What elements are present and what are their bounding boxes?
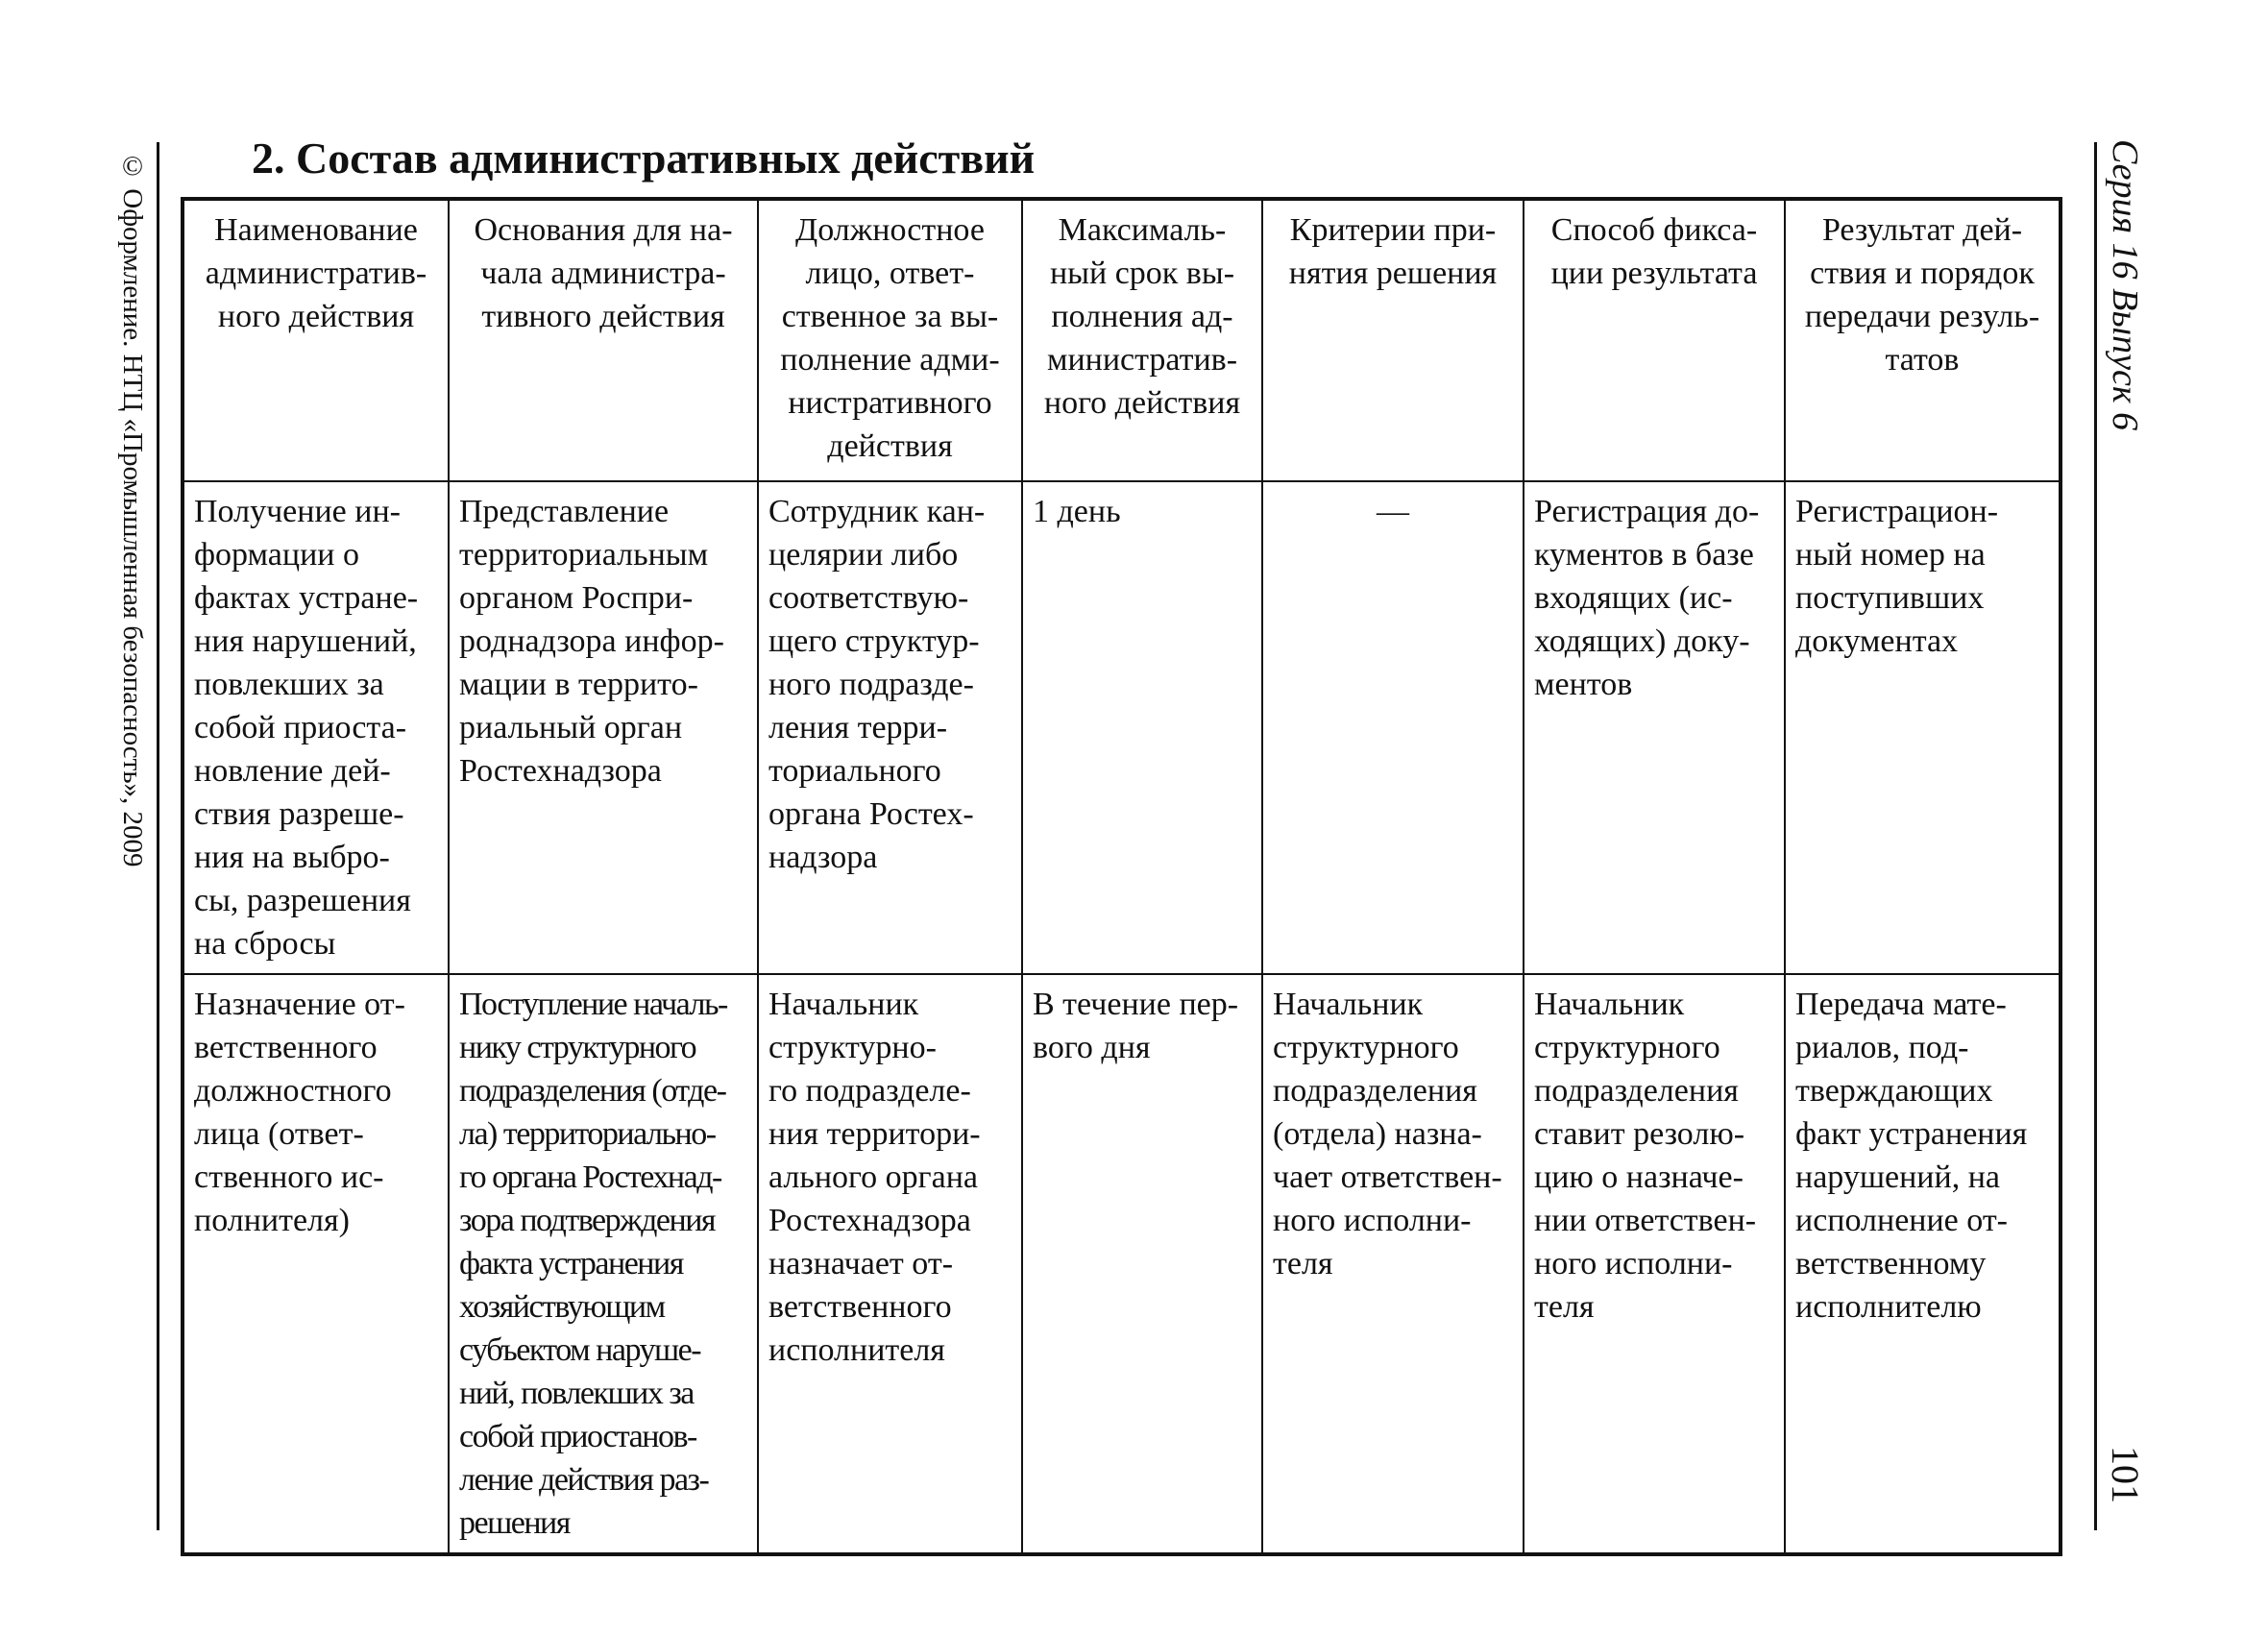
table-row (183, 974, 2061, 1554)
header-max-duration: Максималь- ный срок вы- полнения ад- министратив- ного действия (1022, 199, 1262, 481)
table-cell: Получение ин- формации о фактах устране- ния нарушений, повлекших за собой приоста- новление дей- ствия разреше- ния на выбро- сы, разрешения на сбросы (183, 481, 449, 974)
header-decision-criteria: Критерии при- нятия решения (1262, 199, 1524, 481)
header-recording-method: Способ фикса- ции результата (1524, 199, 1785, 481)
table-cell: Представление территориальным органом Роспри- роднадзора инфор- мации в террито- риальный орган Ростехнадзора (449, 481, 758, 974)
table-cell: Сотрудник кан- целярии либо соответствую- щего структур- ного подразде- ления терри- ториального органа Ростех- надзора (758, 481, 1022, 974)
header-grounds: Основания для на- чала администра- тивного действия (449, 199, 758, 481)
table-cell: Начальник структурного подразделения (отдела) назна- чает ответствен- ного исполни- теля (1262, 974, 1524, 1554)
series-label: Серия 16 Выпуск 6 (2105, 139, 2145, 431)
table-cell: Регистрацион- ный номер на поступивших документах (1785, 481, 2061, 974)
table-cell: — (1262, 481, 1524, 974)
table-row (183, 481, 2061, 974)
administrative-actions-table (181, 197, 2062, 1556)
table-cell: 1 день (1022, 481, 1262, 974)
table-cell: В течение пер- вого дня (1022, 974, 1262, 1554)
table-cell: Назначение от- ветственного должностного лица (ответ- ственного ис- полнителя) (183, 974, 449, 1554)
table-cell: Начальник структурного подразделения ставит резолю- цию о назначе- нии ответствен- ного исполни- теля (1524, 974, 1785, 1554)
table-cell: Передача мате- риалов, под- тверждающих факт устранения нарушений, на исполнение от- ветственному исполнителю (1785, 974, 2061, 1554)
table-header-row (183, 199, 2061, 481)
table-cell: Начальник структурно- го подразделе- ния территори- ального органа Ростехнадзора назначает от- ветственного исполнителя (758, 974, 1022, 1554)
page-number: 101 (2104, 1446, 2147, 1503)
header-result-transfer: Результат дей- ствия и порядок передачи резуль- татов (1785, 199, 2061, 481)
header-responsible-official: Должностное лицо, ответ- ственное за вы- полнение адми- нистративного действия (758, 199, 1022, 481)
table-cell: Регистрация до- кументов в базе входящих (ис- ходящих) доку- ментов (1524, 481, 1785, 974)
right-margin-rule (2094, 142, 2097, 1530)
header-action-name: Наименование административ- ного действия (183, 199, 449, 481)
table-cell: Поступление началь- нику структурного подразделения (отде- ла) территориально- го органа Ростехнад- зора подтверждения факта устранения хозяйствующим субъектом наруше- ний, повлекших за собой приостанов- ление действия раз- решения (449, 974, 758, 1554)
copyright-note: © Оформление. НТЦ «Промышленная безопасность», 2009 (117, 151, 148, 867)
page-title: 2. Состав административных действий (252, 134, 1036, 183)
left-margin-rule (157, 142, 159, 1530)
